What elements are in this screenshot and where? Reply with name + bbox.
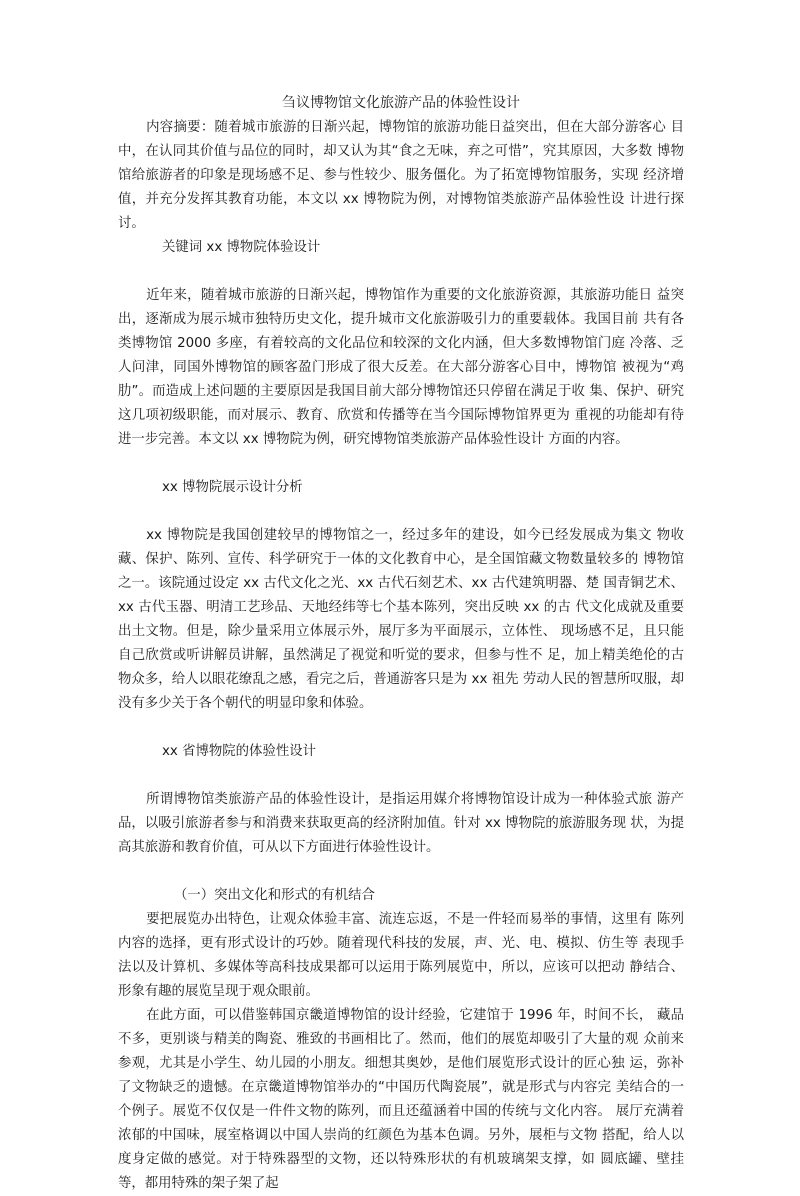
- intro-paragraph: 近年来，随着城市旅游的日渐兴起，博物馆作为重要的文化旅游资源，其旅游功能日 益突出，逐渐成为展示城市独特历史文化，提升城市文化旅游吸引力的重要载体。我国目前 共有各类博物馆 2000 多座，有着较高的文化品位和较深的文化内涵，但大多数博物馆门庭 冷落、乏人问津，同国外博物馆的顾客盈门形成了很大反差。在大部分游客心目中，博物馆 被视为“鸡肋”。而造成上述问题的主要原因是我国目前大部分博物馆还只停留在满足于收 集、保护、研究这几项初级职能，而对展示、教育、欣赏和传播等在当今国际博物馆界更为 重视的功能却有待进一步完善。本文以 xx 博物院为例，研究博物馆类旅游产品体验性设计 方面的内容。: [118, 288, 684, 447]
- section-paragraph: 所谓博物馆类旅游产品的体验性设计，是指运用媒介将博物馆设计成为一种体验式旅 游产品，以吸引旅游者参与和消费来获取更高的经济附加值。针对 xx 博物院的旅游服务现 状，为提高其旅游和教育价值，可从以下方面进行体验性设计。: [118, 792, 684, 855]
- section-heading: xx 博物院展示设计分析: [162, 480, 303, 495]
- spacer: [118, 500, 684, 524]
- subsection-paragraph: 在此方面，可以借鉴韩国京畿道博物馆的设计经验，它建馆于 1996 年，时间不长， 藏品不多，更别谈与精美的陶瓷、雅致的书画相比了。然而，他们的展览却吸引了大量的观 众前来参观，尤其是小学生、幼儿园的小朋友。细想其奥妙，是他们展览形式设计的匠心独 运，弥补了文物缺乏的遗憾。在京畿道博物馆举办的“中国历代陶瓷展”，就是形式与内容完 美结合的一个例子。展览不仅仅是一件件文物的陈列，而且还蕴涵着中国的传统与文化内容。 展厅充满着浓郁的中国味，展室格调以中国人崇尚的红颜色为基本色调。另外，展柜与文物 搭配，给人以度身定做的感觉。对于特殊器型的文物，还以特殊形状的有机玻璃架支撑，如 圆底罐、壁挂等，都用特殊的架子架了起: [118, 1008, 684, 1191]
- section-heading: xx 省博物院的体验性设计: [162, 744, 317, 759]
- spacer: [118, 452, 684, 476]
- spacer: [118, 716, 684, 740]
- spacer: [118, 260, 684, 284]
- spacer: [118, 860, 684, 884]
- section-paragraph: xx 博物院是我国创建较早的博物馆之一，经过多年的建设，如今已经发展成为集文 物收藏、保护、陈列、宣传、科学研究于一体的文化教育中心，是全国馆藏文物数量较多的 博物馆之一。该院通过设定 xx 古代文化之光、xx 古代石刻艺术、xx 古代建筑明器、楚 国青铜艺术、xx 古代玉器、明清工艺珍品、天地经纬等七个基本陈列，突出反映 xx 的古 代文化成就及重要出土文物。但是，除少量采用立体展示外，展厅多为平面展示，立体性、 现场感不足，且只能自己欣赏或听讲解员讲解，虽然满足了视觉和听觉的要求，但参与性不 足，加上精美绝伦的古物众多，给人以眼花缭乱之感，看完之后，普通游客只是为 xx 祖先 劳动人民的智慧所叹服，却没有多少关于各个朝代的明显印象和体验。: [118, 528, 684, 711]
- document-page: [118, 92, 684, 1196]
- document-title: 刍议博物馆文化旅游产品的体验性设计: [282, 95, 520, 111]
- abstract-paragraph: 内容摘要：随着城市旅游的日渐兴起，博物馆的旅游功能日益突出，但在大部分游客心 目中，在认同其价值与品位的同时，却又认为其“食之无味，弃之可惜”，究其原因，大多数 博物馆给旅游者的印象是现场感不足、参与性较少、服务僵化。为了拓宽博物馆服务，实现 经济增值，并充分发挥其教育功能，本文以 xx 博物院为例，对博物馆类旅游产品体验性设 计进行探讨。: [118, 120, 684, 231]
- spacer: [118, 764, 684, 788]
- keywords-line: 关键词 xx 博物院体验设计: [162, 240, 321, 255]
- subsection-heading: （一）突出文化和形式的有机结合: [174, 888, 375, 903]
- subsection-paragraph: 要把展览办出特色，让观众体验丰富、流连忘返，不是一件轻而易举的事情，这里有 陈列内容的选择，更有形式设计的巧妙。随着现代科技的发展，声、光、电、模拟、仿生等 表现手法以及计算机、多媒体等高科技成果都可以运用于陈列展览中，所以，应该可以把动 静结合、形象有趣的展览呈现于观众眼前。: [118, 912, 684, 999]
